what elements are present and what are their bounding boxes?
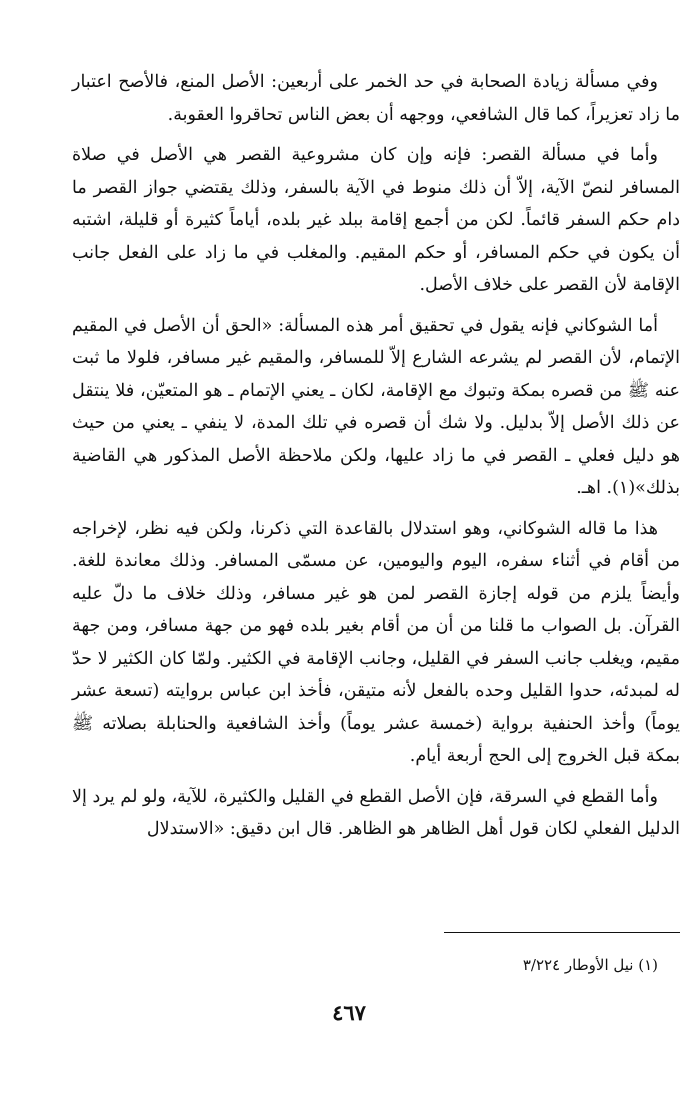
paragraph-3: أما الشوكاني فإنه يقول في تحقيق أمر هذه المسألة: «الحق أن الأصل في المقيم الإتمام، لأن القصر لم يشرعه الشارع إلاّ للمسافر، والمقيم غير مسافر، فلولا ما ثبت عنه ﷺ من قصره بمكة وتبوك مع الإقامة، لكان ـ يعني الإتمام ـ هو المتعيّن، فلا ينتقل عن ذلك الأصل إلاّ بدليل. ولا شك أن قصره في تلك المدة، لا ينفي ـ يعني من حيث هو دليل فعلي ـ القصر في ما زاد عليها، ولكن ملاحظة الأصل المذكور هي القاضية بذلك»(١). اهـ. [72, 315, 680, 498]
page-body [72, 66, 680, 854]
paragraph-2: وأما في مسألة القصر: فإنه وإن كان مشروعية القصر هي الأصل في صلاة المسافر لنصّ الآية، إلاّ أن ذلك منوط في الآية بالسفر، وذلك يقتضي جواز القصر ما دام حكم السفر قائماً. لكن من أجمع إقامة ببلد غير بلده، أياماً كثيرة أو قليلة، اشتبه أن يكون في حكم المسافر، أو حكم المقيم. والمغلب في ما زاد على الفعل جانب الإقامة لأن القصر على خلاف الأصل. [72, 145, 680, 295]
paragraph-1: وفي مسألة زيادة الصحابة في حد الخمر على أربعين: الأصل المنع، فالأصح اعتبار ما زاد تعزيراً، كما قال الشافعي، ووجهه أن بعض الناس تحاقروا العقوبة. [72, 72, 680, 125]
footnote: (١) نيل الأوطار ٣/٢٢٤ [522, 956, 658, 974]
paragraph-5: وأما القطع في السرقة، فإن الأصل القطع في القليل والكثيرة، للآية، ولو لم يرد إلا الدليل الفعلي لكان قول أهل الظاهر هو الظاهر. قال ابن دقيق: «الاستدلال [72, 786, 680, 839]
footnote-separator [444, 932, 680, 933]
page-number: ٤٦٧ [332, 1000, 366, 1025]
paragraph-4: هذا ما قاله الشوكاني، وهو استدلال بالقاعدة التي ذكرنا، ولكن فيه نظر، لإخراجه من أقام في أثناء سفره، اليوم واليومين، عن مسمّى المسافر. وذلك معاندة للغة. وأيضاً يلزم من قوله إجازة القصر لمن هو غير مسافر، وذلك خلاف ما دلّ عليه القرآن. بل الصواب ما قلنا من أن من أقام بغير بلده فهو من جهة مسافر، ومن جهة مقيم، ويغلب جانب السفر في القليل، وجانب الإقامة في الكثير. ولمّا كان الكثير لا حدّ له لمبدئه، حدوا القليل وحده بالفعل لأنه متيقن، فأخذ ابن عباس بروايته (تسعة عشر يوماً) وأخذ الحنفية برواية (خمسة عشر يوماً) وأخذ الشافعية والحنابلة بصلاته ﷺ بمكة قبل الخروج إلى الحج أربعة أيام. [72, 518, 680, 766]
